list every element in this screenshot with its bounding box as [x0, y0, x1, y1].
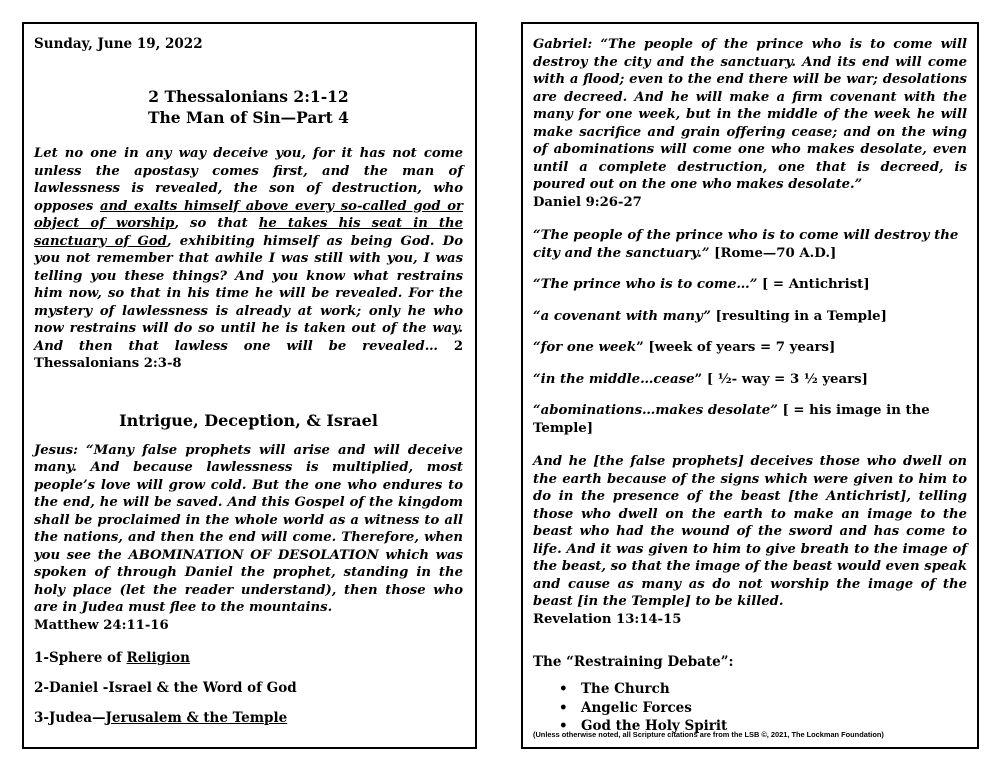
note-2 — [533, 276, 967, 294]
list-item — [559, 699, 967, 718]
note-quote: “The prince who is to come…” — [533, 277, 758, 292]
scripture-reference: 2 Thessalonians 2:3-8 — [34, 338, 463, 371]
passage-text: Let no one in any way deceive you, for it has not come unless the apostasy comes first, and the man of lawlessness is revealed, the son of destruction, who opposes — [34, 146, 463, 214]
note-quote: “abominations…makes desolate” — [533, 403, 778, 418]
list-item — [559, 680, 967, 699]
debate-list — [533, 680, 967, 736]
note-4 — [533, 339, 967, 357]
passage-thessalonians — [34, 145, 463, 373]
point-label: 1-Sphere of — [34, 650, 127, 666]
note-comment: [ = Antichrist] — [757, 277, 870, 292]
note-comment: [resulting in a Temple] — [710, 308, 887, 324]
passage-revelation — [533, 453, 967, 611]
scripture-reference: Revelation 13:14-15 — [533, 611, 682, 627]
date: Sunday, June 19, 2022 — [34, 36, 203, 52]
note-quote: “in the middle…cease — [533, 371, 695, 387]
passage-text: Jesus: “Many false prophets will arise and will deceive many. And because lawlessness is multiplied, most people’s love will grow cold. But the one who endures to the end, he will be saved. And this Gospel of the kingdom shall be proclaimed in the whole world as a witness to all the nations, and then the end will come. Therefore, when you see the ABOMINATION OF DESOLATION which was spoken of through Daniel the prophet, standing in the holy place (let the reader understand), then those who are in Judea must flee to the mountains. — [34, 442, 463, 615]
scripture-reference: Matthew 24:11-16 — [34, 617, 169, 633]
list-item-label: Angelic Forces — [581, 699, 692, 716]
passage-text: And he [the false prophets] deceives those who dwell on the earth because of the signs which were given to him to do in the presence of the beast [the Antichrist], telling those who dwell on the earth to make an image to the beast who had the wound of the sword and has come to life. And it was given to him to give breath to the image of the beast, so that the image of the beast would even speak and cause as many as do not worship the image of the beast [in the Temple] to be killed. — [533, 454, 967, 609]
note-quote: “a covenant with many” — [533, 308, 711, 324]
right-panel — [521, 22, 979, 749]
point-underline: Religion — [126, 650, 190, 666]
passage-matthew — [34, 442, 463, 617]
passage-text: Gabriel: “The people of the prince who is to come will destroy the city and the sanctuary. And its end will come with a flood; even to the end there will be war; desolations are decreed. And he will make a firm covenant with the many for one week, but in the middle of the week he will make sacrifice and grain offering cease; and on the wing of abominations will come one who makes desolate, even until a complete destruction, one that is decreed, is poured out on the one who makes desolate.” — [533, 37, 967, 192]
page-title — [34, 86, 463, 128]
point-1 — [34, 650, 463, 666]
passage-underline: he takes his seat in the sanctuary of God — [34, 216, 464, 249]
bullet-icon: • — [559, 681, 568, 697]
list-item-label: The Church — [581, 681, 670, 697]
passage-text: , exhibiting himself as being God. Do you not remember that awhile I was still with you, I was telling you these things? And you know what restrains him now, so that in his time he will be revealed. For the mystery of lawlessness is already at work; only he who now restrains will do so until he is taken out of the way. And then that lawless one will be revealed… — [34, 233, 463, 354]
left-panel — [22, 22, 477, 749]
section-heading: Intrigue, Deception, & Israel — [119, 410, 378, 430]
passage-text: , so that — [174, 216, 259, 231]
note-3 — [533, 308, 967, 326]
point-2 — [34, 680, 463, 696]
passage-daniel — [533, 36, 967, 194]
passage-underline: and exalts himself above every so-called god or object of worship — [34, 198, 463, 231]
note-comment: [Rome—70 A.D.] — [709, 245, 837, 261]
point-label: 3-Judea— — [34, 710, 106, 726]
note-quote: “for one week — [533, 340, 637, 355]
note-comment: ” [ ½- way = 3 ½ years] — [694, 371, 868, 387]
bullet-icon: • — [559, 699, 568, 716]
title-line-2: The Man of Sin—Part 4 — [148, 108, 349, 127]
point-label: 2-Daniel -Israel & the Word of God — [34, 680, 297, 696]
note-quote: “The people of the prince who is to come will destroy the city and the sanctuary.” — [533, 228, 959, 261]
title-line-1: 2 Thessalonians 2:1-12 — [148, 87, 349, 106]
note-5 — [533, 371, 967, 389]
note-comment: ” [week of years = 7 years] — [636, 340, 836, 355]
note-1 — [533, 227, 967, 262]
citation-footer: (Unless otherwise noted, all Scripture citations are from the LSB ©, 2021, The Lockman Foundation) — [533, 730, 884, 739]
bullet-icon: • — [559, 718, 568, 734]
note-comment: [ = his image in the Temple] — [533, 403, 930, 436]
scripture-reference: Daniel 9:26-27 — [533, 194, 642, 210]
note-6 — [533, 402, 967, 437]
point-3 — [34, 710, 463, 726]
point-underline: Jerusalem & the Temple — [105, 710, 288, 726]
debate-heading: The “Restraining Debate”: — [533, 654, 734, 670]
list-item-label: God the Holy Spirit — [581, 718, 728, 734]
